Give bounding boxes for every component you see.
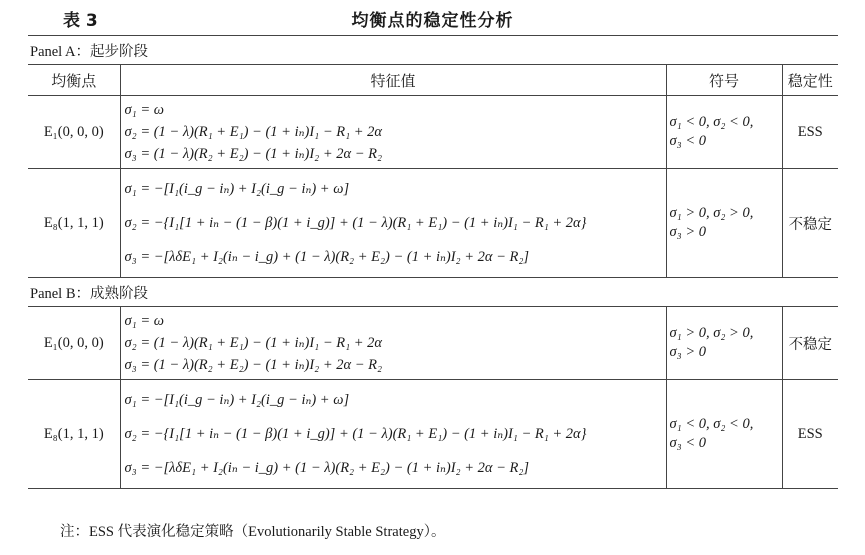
stability-value: ESS [782,96,838,169]
table-note: 注：ESS 代表演化稳定策略（Evolutionarily Stable Strategy）。 [60,524,446,540]
eigen-line: σ₁ = −[I₁(i_g − iₙ) + I₂(i_g − iₙ) + ω] [124,392,350,408]
eigen-line: σ₃ = (1 − λ)(R₂ + E₂) − (1 + iₙ)I₂ + 2α − R₂ [124,357,383,373]
table-number: 表 3 [63,11,98,31]
table-row [28,169,838,278]
eigen-line: σ₂ = (1 − λ)(R₁ + E₁) − (1 + iₙ)I₁ − R₁ + 2α [124,124,383,140]
table-title: 均衡点的稳定性分析 [351,11,514,31]
eigenvalues [120,380,666,489]
header-row [28,65,838,96]
panel-b-label: Panel B：成熟阶段 [28,278,838,307]
equilibrium-point: E₁(0, 0, 0) [28,307,120,380]
equilibrium-point: E₁(0, 0, 0) [28,96,120,169]
stability-value: ESS [782,380,838,489]
stability-table [28,35,838,489]
stability-value: 不稳定 [782,307,838,380]
eigen-line: σ₂ = −{I₁[1 + iₙ − (1 − β)(1 + i_g)] + (1 − λ)(R₁ + E₁) − (1 + iₙ)I₁ − R₁ + 2α} [124,215,587,231]
table-row [28,380,838,489]
header-point: 均衡点 [28,65,120,96]
header-sign: 符号 [666,65,782,96]
sign-cell [666,169,782,278]
sign-line: σ₁ > 0, σ₂ > 0, [669,205,754,221]
equilibrium-point: E₈(1, 1, 1) [28,169,120,278]
panel-a-row [28,36,838,65]
eigen-line: σ₃ = −[λδE₁ + I₂(iₙ − i_g) + (1 − λ)(R₂ + E₂) − (1 + iₙ)I₂ + 2α − R₂] [124,249,530,265]
table-caption [0,6,865,32]
eigen-line: σ₂ = (1 − λ)(R₁ + E₁) − (1 + iₙ)I₁ − R₁ + 2α [124,335,383,351]
sign-cell [666,380,782,489]
panel-a-label: Panel A：起步阶段 [28,36,838,65]
header-stability: 稳定性 [782,65,838,96]
sign-line: σ₃ > 0 [669,224,706,240]
eigen-line: σ₁ = −[I₁(i_g − iₙ) + I₂(i_g − iₙ) + ω] [124,181,350,197]
sign-line: σ₁ < 0, σ₂ < 0, [669,416,754,432]
sign-line: σ₃ < 0 [669,133,706,149]
sign-line: σ₁ > 0, σ₂ > 0, [669,325,754,341]
eigenvalues [120,169,666,278]
panel-b-row [28,278,838,307]
sign-cell [666,307,782,380]
eigen-line: σ₂ = −{I₁[1 + iₙ − (1 − β)(1 + i_g)] + (1 − λ)(R₁ + E₁) − (1 + iₙ)I₁ − R₁ + 2α} [124,426,587,442]
eigen-line: σ₁ = ω [124,313,164,329]
table-row [28,307,838,380]
equilibrium-point: E₈(1, 1, 1) [28,380,120,489]
eigen-line: σ₁ = ω [124,102,164,118]
eigenvalues [120,96,666,169]
header-eigen: 特征值 [120,65,666,96]
sign-line: σ₃ < 0 [669,435,706,451]
sign-cell [666,96,782,169]
sign-line: σ₃ > 0 [669,344,706,360]
stability-value: 不稳定 [782,169,838,278]
eigenvalues [120,307,666,380]
eigen-line: σ₃ = (1 − λ)(R₂ + E₂) − (1 + iₙ)I₂ + 2α − R₂ [124,146,383,162]
table-row [28,96,838,169]
sign-line: σ₁ < 0, σ₂ < 0, [669,114,754,130]
eigen-line: σ₃ = −[λδE₁ + I₂(iₙ − i_g) + (1 − λ)(R₂ + E₂) − (1 + iₙ)I₂ + 2α − R₂] [124,460,530,476]
